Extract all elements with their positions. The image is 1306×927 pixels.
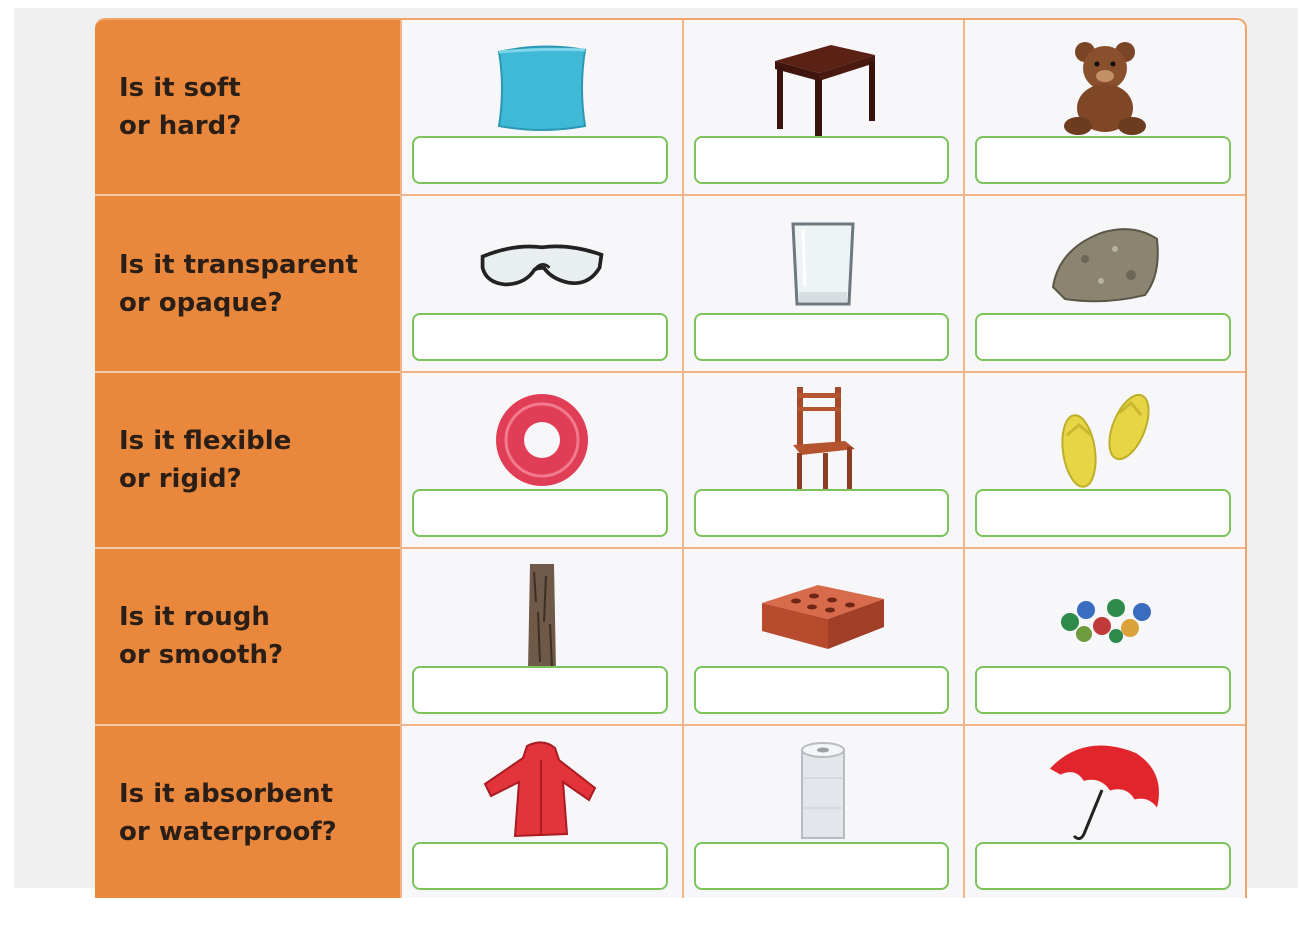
answer-box-brick[interactable] bbox=[694, 666, 950, 714]
item-cell-chair bbox=[682, 373, 964, 549]
question-cell-flexible-rigid bbox=[95, 373, 400, 549]
item-cell-brick bbox=[682, 549, 964, 725]
item-cell-rock bbox=[963, 196, 1245, 372]
question-cell-soft-hard bbox=[95, 20, 400, 196]
answer-box-chair[interactable] bbox=[694, 489, 950, 537]
rock-icon bbox=[1040, 206, 1170, 321]
answer-box-paper-towel-roll[interactable] bbox=[694, 842, 950, 890]
question-line-2: or opaque? bbox=[119, 287, 283, 318]
question-cell-rough-smooth bbox=[95, 549, 400, 725]
answer-box-swim-ring[interactable] bbox=[412, 489, 668, 537]
item-cell-table bbox=[682, 20, 964, 196]
item-cell-swim-ring bbox=[400, 373, 682, 549]
table-icon bbox=[758, 30, 888, 145]
swim-ring-icon bbox=[477, 383, 607, 498]
flip-flops-icon bbox=[1040, 383, 1170, 498]
item-cell-umbrella bbox=[963, 726, 1245, 902]
question-text bbox=[119, 422, 291, 498]
question-cell-transparent-opaque bbox=[95, 196, 400, 372]
item-cell-cushion bbox=[400, 20, 682, 196]
umbrella-icon bbox=[1040, 736, 1170, 851]
answer-box-flip-flops[interactable] bbox=[975, 489, 1231, 537]
question-line-2: or smooth? bbox=[119, 640, 284, 671]
item-cell-teddy-bear bbox=[963, 20, 1245, 196]
answer-box-tree-trunk[interactable] bbox=[412, 666, 668, 714]
item-cell-marbles bbox=[963, 549, 1245, 725]
brick-icon bbox=[758, 559, 888, 674]
answer-box-table[interactable] bbox=[694, 136, 950, 184]
question-line-1: Is it rough bbox=[119, 602, 270, 633]
materials-worksheet-grid bbox=[95, 18, 1247, 902]
tree-trunk-icon bbox=[477, 559, 607, 674]
answer-box-raincoat[interactable] bbox=[412, 842, 668, 890]
item-cell-safety-glasses bbox=[400, 196, 682, 372]
answer-box-teddy-bear[interactable] bbox=[975, 136, 1231, 184]
safety-glasses-icon bbox=[477, 206, 607, 321]
paper-towel-roll-icon bbox=[758, 736, 888, 851]
question-line-2: or rigid? bbox=[119, 463, 242, 494]
question-text bbox=[119, 69, 241, 145]
answer-box-safety-glasses[interactable] bbox=[412, 313, 668, 361]
answer-box-cushion[interactable] bbox=[412, 136, 668, 184]
raincoat-icon bbox=[477, 736, 607, 851]
cushion-icon bbox=[477, 30, 607, 145]
item-cell-tree-trunk bbox=[400, 549, 682, 725]
item-cell-paper-towel-roll bbox=[682, 726, 964, 902]
answer-box-marbles[interactable] bbox=[975, 666, 1231, 714]
drinking-glass-icon bbox=[758, 206, 888, 321]
marbles-icon bbox=[1040, 559, 1170, 674]
item-cell-drinking-glass bbox=[682, 196, 964, 372]
question-line-2: or hard? bbox=[119, 111, 242, 142]
answer-box-drinking-glass[interactable] bbox=[694, 313, 950, 361]
question-text bbox=[119, 775, 337, 851]
item-cell-raincoat bbox=[400, 726, 682, 902]
chair-icon bbox=[758, 383, 888, 498]
question-line-1: Is it soft bbox=[119, 73, 241, 104]
answer-box-umbrella[interactable] bbox=[975, 842, 1231, 890]
answer-box-rock[interactable] bbox=[975, 313, 1231, 361]
question-line-2: or waterproof? bbox=[119, 816, 337, 847]
question-line-1: Is it flexible bbox=[119, 425, 292, 456]
question-cell-absorbent-waterproof bbox=[95, 726, 400, 902]
question-text bbox=[119, 246, 358, 322]
question-line-1: Is it transparent bbox=[119, 249, 358, 280]
question-line-1: Is it absorbent bbox=[119, 778, 334, 809]
bottom-margin bbox=[0, 898, 1306, 927]
question-text bbox=[119, 598, 283, 674]
item-cell-flip-flops bbox=[963, 373, 1245, 549]
teddy-bear-icon bbox=[1040, 30, 1170, 145]
